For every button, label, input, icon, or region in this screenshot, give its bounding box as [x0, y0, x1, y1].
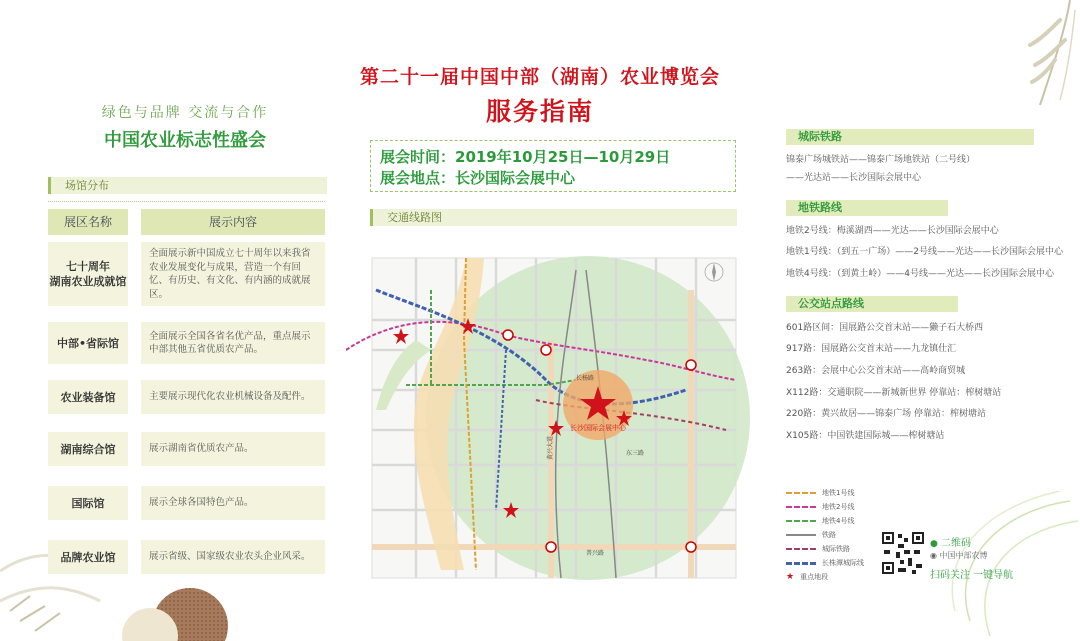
map-section-title: 交通线路图: [387, 211, 442, 224]
metro-item: 地铁1号线：（到五一广场）——2号线——光达——长沙国际会展中心: [786, 247, 1063, 257]
legend-swatch: [786, 562, 816, 565]
intercity-item: 锦泰广场城铁站——锦泰广场地铁站（二号线）: [786, 155, 976, 165]
legend-item: 地铁4号线: [786, 516, 876, 530]
venue-row-name: 农业装备馆: [48, 380, 128, 414]
venue-row-desc: 全面展示全国各省名优产品，重点展示中部其他五省优质农产品。: [141, 322, 325, 364]
venue-row-name: 中部•省际馆: [48, 322, 128, 364]
exhibition-time: 展会时间：2019年10月25日—10月29日: [380, 148, 671, 166]
location-icon: ◉: [930, 551, 937, 560]
legend-item: 长株潭城际线: [786, 558, 876, 572]
metro-item: 地铁2号线：梅溪湖西——光达——长沙国际会展中心: [786, 226, 999, 236]
page-subtitle: 服务指南: [485, 97, 594, 126]
road-label: 东三路: [626, 451, 645, 457]
venue-row-desc: 主要展示现代化农业机械设备及配件。: [141, 380, 325, 414]
metro-heading: 地铁路线: [786, 200, 948, 216]
venue-section-title: 场馆分布: [65, 179, 109, 192]
venue-row-name: 品牌农业馆: [48, 540, 128, 574]
leaf-icon: ●: [930, 539, 938, 549]
map-section-bar: [370, 209, 737, 226]
map-legend: [786, 488, 876, 586]
transit-map[interactable]: [346, 250, 752, 580]
bus-item: 263路：会展中心公交首末站——高岭商贸城: [786, 366, 966, 376]
col-header-name: 展区名称: [48, 209, 128, 235]
qr-label-2: ◉ 中国中部农博: [930, 551, 988, 560]
bus-item: X105路：中国铁建国际城——榨树塘站: [786, 431, 945, 441]
wheat-decoration-top-right: [1010, 0, 1080, 110]
venue-row-desc: 展示湖南省优质农产品。: [141, 432, 325, 466]
legend-swatch: [786, 548, 816, 550]
exhibition-place: 展会地点：长沙国际会展中心: [380, 169, 576, 187]
col-header-content: 展示内容: [141, 209, 325, 235]
venue-map-label: 长沙国际会展中心: [570, 425, 626, 432]
star-icon: ★: [786, 572, 795, 582]
qr-code[interactable]: [880, 530, 926, 576]
venue-section-bar: [48, 177, 327, 194]
metro-item: 地铁4号线：（到黄土岭）——4号线——光达——长沙国际会展中心: [786, 269, 1054, 279]
bus-item: 917路：国展路公交首末站——九龙镇仕汇: [786, 344, 957, 354]
bus-heading: 公交站点路线: [786, 296, 958, 312]
bus-item: 220路：黄兴故居——锦泰广场 停靠站：榨树塘站: [786, 409, 987, 419]
intercity-heading: 城际铁路: [786, 129, 1034, 145]
bus-item: 601路区间：国展路公交首末站——獭子石大桥西: [786, 323, 984, 333]
legend-swatch: [786, 534, 816, 536]
venue-row-name: 国际馆: [48, 486, 128, 520]
divider: [48, 201, 325, 202]
venue-row-desc: 展示省级、国家级农业农头企业风采。: [141, 540, 325, 574]
legend-item: 城际铁路: [786, 544, 876, 558]
grain-decoration-bottom-left: [0, 511, 230, 641]
venue-name: 七十周年: [66, 260, 110, 273]
venue-row-name: [48, 242, 128, 306]
legend-item: 地铁1号线: [786, 488, 876, 502]
bus-item: X112路：交通职院——新城新世界 停靠站：榨树塘站: [786, 388, 1002, 398]
venue-row-name: 湖南综合馆: [48, 432, 128, 466]
legend-swatch: [786, 492, 816, 494]
venue-name-line2: 湖南农业成就馆: [49, 275, 127, 288]
legend-swatch: [786, 506, 816, 508]
qr-label-3: 扫码关注 一键导航: [930, 570, 1014, 581]
slogan: 绿色与品牌 交流与合作: [101, 105, 269, 121]
slogan-main: 中国农业标志性盛会: [104, 130, 266, 151]
legend-item-key: ★ 重点地段: [786, 572, 829, 582]
page-title: 第二十一届中国中部（湖南）农业博览会: [359, 66, 720, 88]
legend-item: 铁路: [786, 530, 876, 544]
road-label: 长杨路: [576, 376, 595, 382]
intercity-item: ——光达站——长沙国际会展中心: [786, 173, 922, 183]
legend-item: 地铁2号线: [786, 502, 876, 516]
legend-swatch: [786, 520, 816, 522]
road-label: 普兴路: [586, 551, 605, 557]
venue-row-desc: 全面展示新中国成立七十周年以来我省农业发展变化与成果，营造一个有回忆、有历史、有文化、有内涵的成就展区。: [141, 242, 325, 306]
road-label: 黄兴大道: [548, 435, 554, 460]
qr-label-1: ● 二维码: [930, 538, 972, 549]
venue-row-desc: 展示全球各国特色产品。: [141, 486, 325, 520]
